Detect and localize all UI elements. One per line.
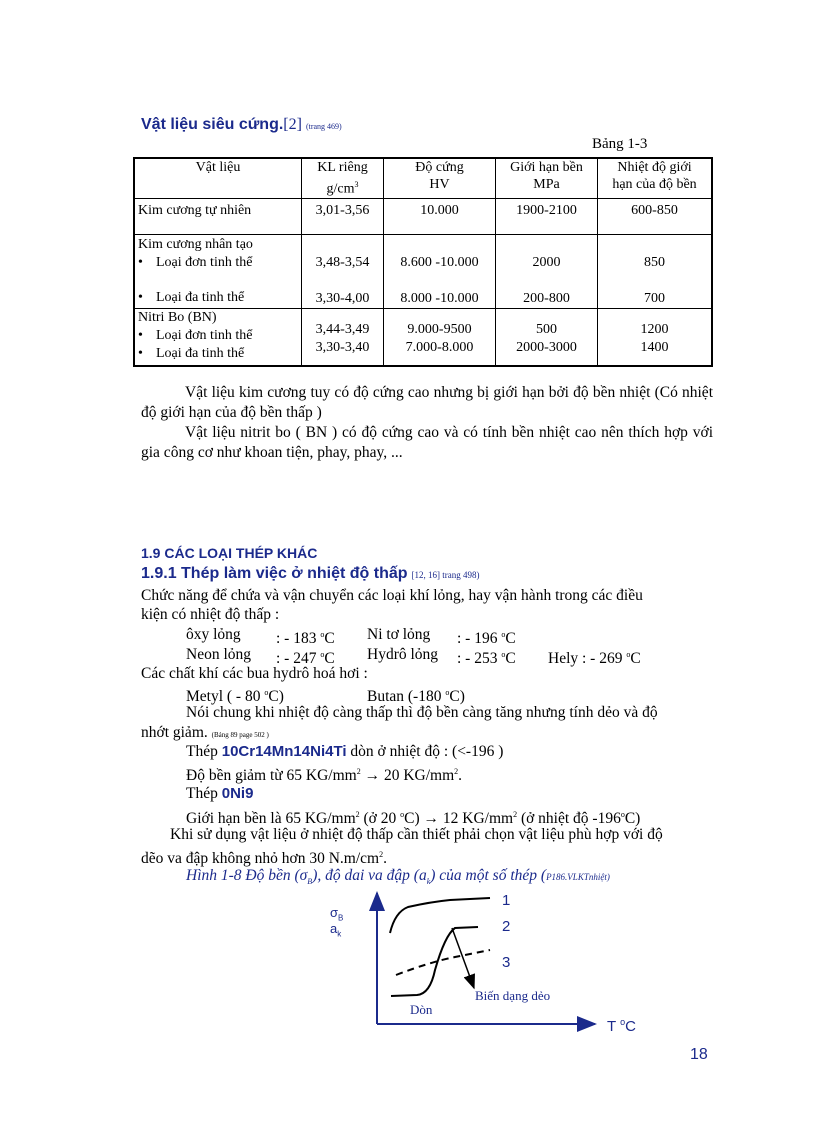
table-cell: 2000 200-800 xyxy=(496,234,598,308)
y-axis-label-sigma: $\sigma_B$ xyxy=(330,905,344,923)
nito-value: : - 196 $^o$C xyxy=(457,630,516,648)
table-cell: 3,01-3,56 xyxy=(302,198,384,234)
text-line: kiện có nhiệt độ thấp : xyxy=(141,606,280,623)
table-cell: 9.000-9500 7.000-8.000 xyxy=(384,308,496,366)
table-cell: 10.000 xyxy=(384,198,496,234)
table-cell: 1200 1400 xyxy=(598,308,713,366)
hely-value: Hely : - 269 $^o$C xyxy=(548,650,641,668)
header-cell: Độ cứng HV xyxy=(384,158,496,198)
hydro-value: : - 253 $^o$C xyxy=(457,650,516,668)
table-cell: Nitri Bo (BN) • Loại đơn tinh thể • Loại đa tinh thể xyxy=(134,308,302,366)
steel-1-line: Thép 10Cr14Mn14Ni4Ti dòn ở nhiệt độ : (<-196 ) xyxy=(186,743,504,760)
table-caption: Bảng 1-3 xyxy=(592,136,648,152)
figure-caption: Hình 1-8 Độ bền $(\sigma_B)$, độ dai va đập $(a_k)$ của một số thép (P186.VLKTnhiệt) xyxy=(186,867,610,887)
section-title-text: Vật liệu siêu cứng. xyxy=(141,116,284,133)
header-cell: Giới hạn bền MPa xyxy=(496,158,598,198)
plastic-deformation-label: Biến dạng dẻo xyxy=(475,988,551,1003)
steel-2-line: Thép 0Ni9 xyxy=(186,785,254,802)
header-cell: Nhiệt độ giới hạn của độ bền xyxy=(598,158,713,198)
text-line: Chức năng để chứa và vận chuyển các loại khí lỏng, hay vận hành trong các điều xyxy=(141,587,643,604)
text-line: nhớt giảm. (Bảng 89 page 502 ) xyxy=(141,724,269,741)
butan-value: Butan (-180 $^o$C) xyxy=(367,688,465,706)
brittle-label: Dòn xyxy=(410,1002,433,1017)
header-cell: KL riêng $g/cm^3$ xyxy=(302,158,384,198)
y-axis-label-ak: $a_k$ xyxy=(330,921,342,939)
pointer-arrow xyxy=(452,928,474,988)
text-line: Khi sử dụng vật liệu ở nhiệt độ thấp cần thiết phải chọn vật liệu phù hợp với độ xyxy=(170,826,663,843)
text-line: Độ bền giảm từ 65 $KG/mm^2 \to 20$ $KG/mm^2$. xyxy=(186,767,463,785)
header-cell: Vật liệu xyxy=(134,158,302,198)
page-number: 18 xyxy=(690,1046,708,1063)
text-line: Giới hạn bền là 65 $KG/mm^2$ (ở 20 $^o$C) → 12 $KG/mm^2$ (ở nhiệt độ -196$^o$C) xyxy=(186,810,641,828)
text-line: Các chất khí các bua hydrô hoá hơi : xyxy=(141,665,368,682)
neon-label: Neon lỏng xyxy=(186,646,252,663)
paragraph: Vật liệu nitrit bo ( BN ) có độ cứng cao và có tính bền nhiệt cao nên thích hợp với gia công cơ như khoan tiện, phay, phay, ... xyxy=(141,424,713,461)
table-cell: Kim cương nhân tạo • Loại đơn tinh thể • Loại đa tinh thể xyxy=(134,234,302,308)
curve-3 xyxy=(396,950,490,975)
table-cell: 1900-2100 xyxy=(496,198,598,234)
metyl-value: Metyl ( - 80 $^o$C) xyxy=(186,688,284,706)
paragraph: Vật liệu kim cương tuy có độ cứng cao nhưng bị giới hạn bởi độ bền nhiệt (Có nhiệt độ giới hạn của độ bền thấp ) xyxy=(141,384,713,421)
oxy-value: : - 183 $^o$C xyxy=(276,630,335,648)
table-cell: 3,48-3,54 3,30-4,00 xyxy=(302,234,384,308)
text-line: dẽo va đập không nhỏ hơn 30 $N.m/cm^2$. xyxy=(141,850,387,868)
curve-1-label: 1 xyxy=(502,892,511,909)
text-line: Nói chung khi nhiệt độ càng thấp thì độ bền càng tăng nhưng tính dẻo và độ xyxy=(186,704,658,721)
heading-1-9-1: 1.9.1 Thép làm việc ở nhiệt độ thấp [12, 16] trang 498) xyxy=(141,565,480,582)
table-cell: Kim cương tự nhiên xyxy=(134,198,302,234)
table-cell: 850 700 xyxy=(598,234,713,308)
curve-3-label: 3 xyxy=(502,954,511,971)
table-cell: 3,44-3,49 3,30-3,40 xyxy=(302,308,384,366)
curve-2-label: 2 xyxy=(502,918,511,935)
x-axis-label: T $^o$C xyxy=(607,1017,636,1035)
oxy-label: ôxy lỏng xyxy=(186,626,241,643)
table-cell: 500 2000-3000 xyxy=(496,308,598,366)
table-cell: 8.600 -10.000 8.000 -10.000 xyxy=(384,234,496,308)
section-ref: [2] xyxy=(283,116,302,133)
hydro-label: Hydrô lỏng xyxy=(367,646,439,663)
neon-value: : - 247 $^o$C xyxy=(276,650,335,668)
nito-label: Ni tơ lỏng xyxy=(367,626,431,643)
table-cell: 600-850 xyxy=(598,198,713,234)
heading-1-9: 1.9 CÁC LOẠI THÉP KHÁC xyxy=(141,545,318,561)
section-ref-page: (trang 469) xyxy=(305,122,342,131)
